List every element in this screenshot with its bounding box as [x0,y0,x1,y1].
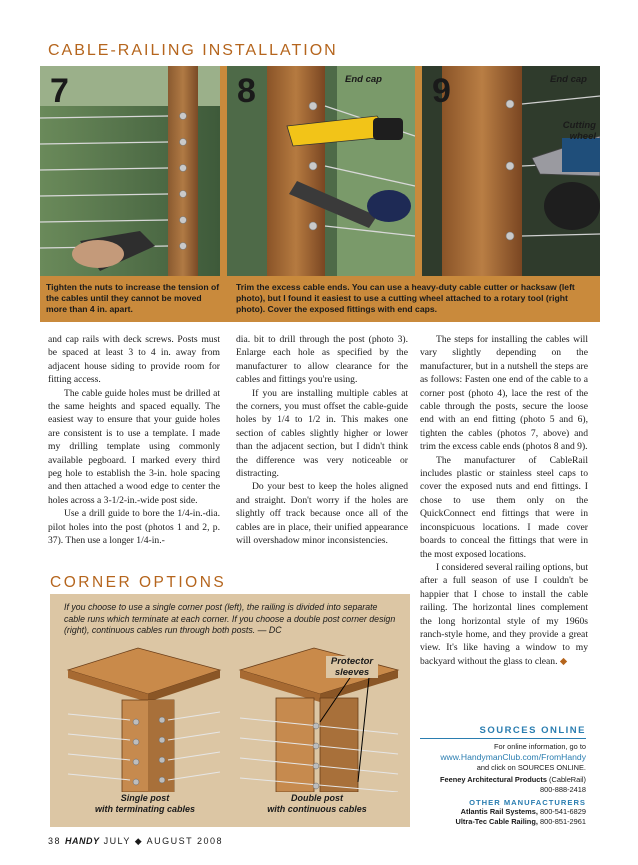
other-manufacturer-2-phone: 800-851-2961 [539,816,586,826]
single-post-caption [70,793,220,815]
cutting-label: Cutting [562,120,596,131]
sources-online [420,725,586,826]
column-1 [48,333,220,548]
photo-9-label-end-cap: End cap [550,74,587,85]
column-3 [420,333,588,668]
other-manufacturer-1-name: Atlantis Rail Systems, [460,807,538,816]
col2-para-1: dia. bit to drill through the post (photo 3). Enlarge each hole as specified by the manufacturer to allow clearance for the cables and fittings you're using. [236,334,408,386]
photo-7-number: 7 [50,72,69,110]
other-manufacturer-1 [420,807,586,817]
page-footer [48,836,223,847]
page-number: 38 [48,836,62,846]
vendor-product: (CableRail) [549,775,586,784]
corner-options-intro: If you choose to use a single corner post (left), the railing is divided into separate cable runs which terminate at each corner. If you choose a double post corner design (right), continuous cables run through both posts. — DC [64,602,396,635]
protector-sleeves-label: Protector sleeves [326,656,378,678]
sources-line-2: and click on SOURCES ONLINE. [476,762,586,772]
col1-para-2: The cable guide holes must be drilled at the same heights and spaced equally. The easiest way to ensure that your guide holes are consistent is to use a template. I made my drilling template using commonly available pegboard. I marked every third peg hole to establish the 3-in. hole spacing and then attached a wood edge to center the holes across a 3-1/2-in.-wide post side. [48,387,220,506]
section-title: CABLE-RAILING INSTALLATION [48,42,338,59]
double-post-caption-line-2: with continuous cables [267,804,367,814]
col3-para-3 [420,561,588,668]
col3-para-1: The steps for installing the cables will vary slightly depending on the manufacturer, but in a nutshell the steps are as follows: Fasten one end of the cable to a corner post (photo 4), lace the rest of the cable through the posts, secure the loose end with an end fitting (photo 5 and 6), tighten the cables (photos 7, above) and trim the excess cable ends (photos 8 and 9). [420,334,588,453]
photo-8 [227,66,415,276]
photo-7 [40,66,220,276]
double-post-caption [242,793,392,815]
single-post-caption-line-2: with terminating cables [94,804,196,814]
corner-options-box [50,594,410,827]
caption-photo-7: Tighten the nuts to increase the tension of the cables until they cannot be moved more than 4 in. apart. [46,282,220,314]
other-manufacturer-2 [420,817,586,827]
column-2 [236,333,408,548]
vendor-line [420,775,586,785]
sources-heading: SOURCES ONLINE [420,725,586,739]
issue-date: JULY ◆ AUGUST 2008 [103,836,224,846]
vendor-phone: 800-888-2418 [539,784,586,794]
magazine-brand: HANDY [65,836,100,846]
sources-line-1: For online information, go to [493,742,586,751]
col2-para-2: If you are installing multiple cables at the corners, you must offset the cable-guide holes by 1/4 to 1/2 in. This makes one section of cables slightly higher or lower than the adjacent section, but I didn't think the difference was very noticeable or distracting. [236,387,408,480]
wheel-label: wheel [569,131,596,142]
photo-8-label-end-cap: End cap [345,74,382,85]
corner-options-title: CORNER OPTIONS [50,574,227,591]
sources-url-link[interactable]: www.HandymanClub.com/FromHandy [440,751,586,762]
other-manufacturers-heading: OTHER MANUFACTURERS [469,798,586,807]
photo-9-label-cutting-wheel [560,120,596,142]
col1-para-1: and cap rails with deck screws. Posts must be spaced at least 3 to 4 in. away from adjacent house siding to provide room for fitting access. [48,334,220,386]
photo-band [40,66,600,322]
other-manufacturer-1-phone: 800-541-6829 [539,807,586,816]
col3-para-3-text: I considered several railing options, but after a full season of use I couldn't be happier that I chose to install the cable railing. The horizontal lines complement the long horizontal style of my 1960s ranch-style home, and they provide a great view. It's like having a window to my backyard without the glass to clean. [420,561,588,667]
end-mark-icon: ◆ [559,655,568,667]
photo-9 [422,66,600,276]
caption-photo-8-9: Trim the excess cable ends. You can use a heavy-duty cable cutter or hacksaw (left photo), but I found it easiest to use a cutting wheel attached to a rotary tool (right photo). Cover the exposed fittings with end caps. [236,282,575,314]
col1-para-3: Use a drill guide to bore the 1/4-in.-dia. pilot holes into the post (photos 1 and 2, p. 37). Then use a longer 1/4-in.- [48,508,220,547]
other-manufacturer-2-name: Ultra-Tec Cable Railing, [455,816,538,826]
photo-8-number: 8 [237,72,256,110]
col2-para-3: Do your best to keep the holes aligned and straight. Don't worry if the holes are slightly off track because once all of the cables are in place, their unified appearance will overshadow minor inconsistencies. [236,481,408,547]
col3-para-2: The manufacturer of CableRail includes plastic or stainless steel caps to cover the exposed nuts and end fittings. I chose to use them only on the QuickConnect end fittings that were in inconspicuous locations. I made cover boards to conceal the fittings that were in the most exposed locations. [420,454,588,560]
photo-9-number: 9 [432,72,451,110]
vendor-name: Feeney Architectural Products [440,775,547,784]
single-post-caption-line-1: Single post [120,793,170,803]
double-post-caption-line-1: Double post [291,793,343,803]
single-post-diagram [68,648,220,792]
